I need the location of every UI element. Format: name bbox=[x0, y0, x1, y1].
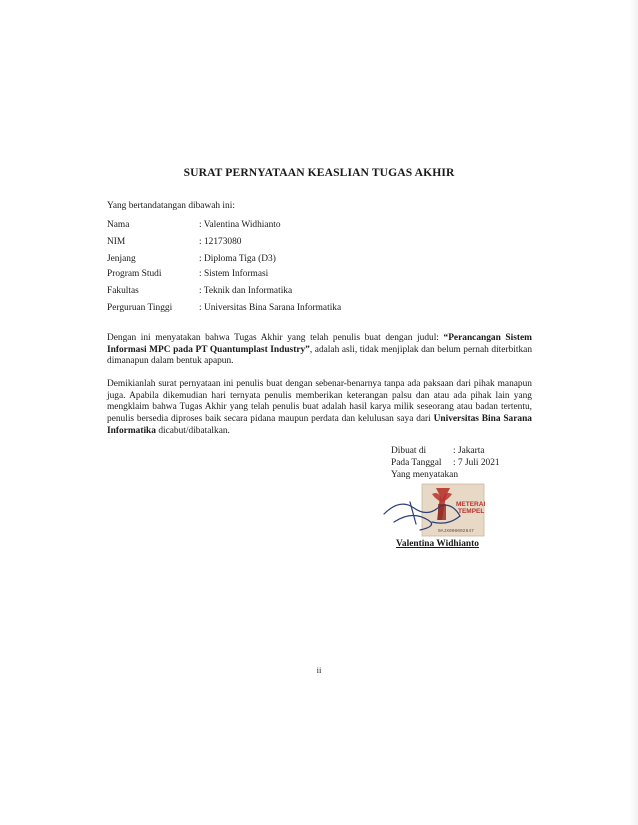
identity-value: : 12173080 bbox=[199, 237, 242, 247]
made-at-label: Dibuat di bbox=[391, 446, 427, 456]
page-number: ii bbox=[316, 665, 322, 675]
stamp-text-2: TEMPEL bbox=[458, 508, 485, 515]
identity-label: Jenjang bbox=[107, 254, 136, 264]
identity-value: : Valentina Widhianto bbox=[199, 220, 281, 230]
meterai-stamp bbox=[380, 480, 500, 540]
identity-value: : Diploma Tiga (D3) bbox=[199, 254, 276, 264]
identity-label: NIM bbox=[107, 237, 126, 247]
stamp-serial: 0AJX008002647 bbox=[438, 529, 474, 534]
date-label: Pada Tanggal bbox=[391, 458, 442, 468]
declaration-text-end: dicabut/dibatalkan. bbox=[155, 425, 230, 436]
document-title: SURAT PERNYATAAN KEASLIAN TUGAS AKHIR bbox=[183, 166, 455, 179]
intro-text: Yang bertandatangan dibawah ini: bbox=[107, 201, 235, 211]
date-value: : 7 Juli 2021 bbox=[453, 458, 500, 468]
identity-value: : Teknik dan Informatika bbox=[199, 286, 293, 296]
identity-label: Fakultas bbox=[107, 286, 139, 296]
made-at-value: : Jakarta bbox=[453, 446, 485, 456]
identity-value: : Sistem Informasi bbox=[199, 269, 269, 279]
statement-text-end: , adalah asli, tidak menjiplak dan belum pernah diterbitkan dimanapun dalam bentuk apapun. bbox=[107, 344, 533, 367]
declaration-paragraph bbox=[107, 379, 532, 438]
statement-paragraph bbox=[107, 333, 532, 368]
signer-name: Valentina Widhianto bbox=[396, 539, 479, 549]
identity-label: Program Studi bbox=[107, 269, 162, 279]
stamp-text-1: METERAI bbox=[456, 501, 486, 508]
identity-value: : Universitas Bina Sarana Informatika bbox=[199, 303, 342, 313]
university-name: Universitas Bina Sarana Informatika bbox=[107, 414, 532, 436]
identity-label: Perguruan Tinggi bbox=[107, 303, 173, 313]
declarant-label: Yang menyatakan bbox=[391, 470, 459, 480]
thesis-title: “Perancangan Sistem Informasi MPC pada PT Quantumplast Industry” bbox=[107, 333, 532, 355]
statement-text: Dengan ini menyatakan bahwa Tugas Akhir yang telah penulis buat dengan judul: bbox=[107, 333, 444, 343]
identity-label: Nama bbox=[107, 220, 130, 230]
declaration-text: Demikianlah surat pernyataan ini penulis buat dengan sebenar-benarnya tanpa ada paksaan dari pihak manapun juga. Apabila dikemudian hari ternyata penulis memberikan keterangan palsu dan atau ada pihak lain yang mengklaim bahwa Tugas Akhir yang telah penulis buat adalah hasil karya milik seseorang atau badan tertentu, penulis bersedia diproses baik secara pidana maupun perdata dan kelulusan saya dari bbox=[107, 379, 532, 425]
stamp-and-signature bbox=[380, 480, 500, 540]
page-edge bbox=[630, 0, 638, 825]
